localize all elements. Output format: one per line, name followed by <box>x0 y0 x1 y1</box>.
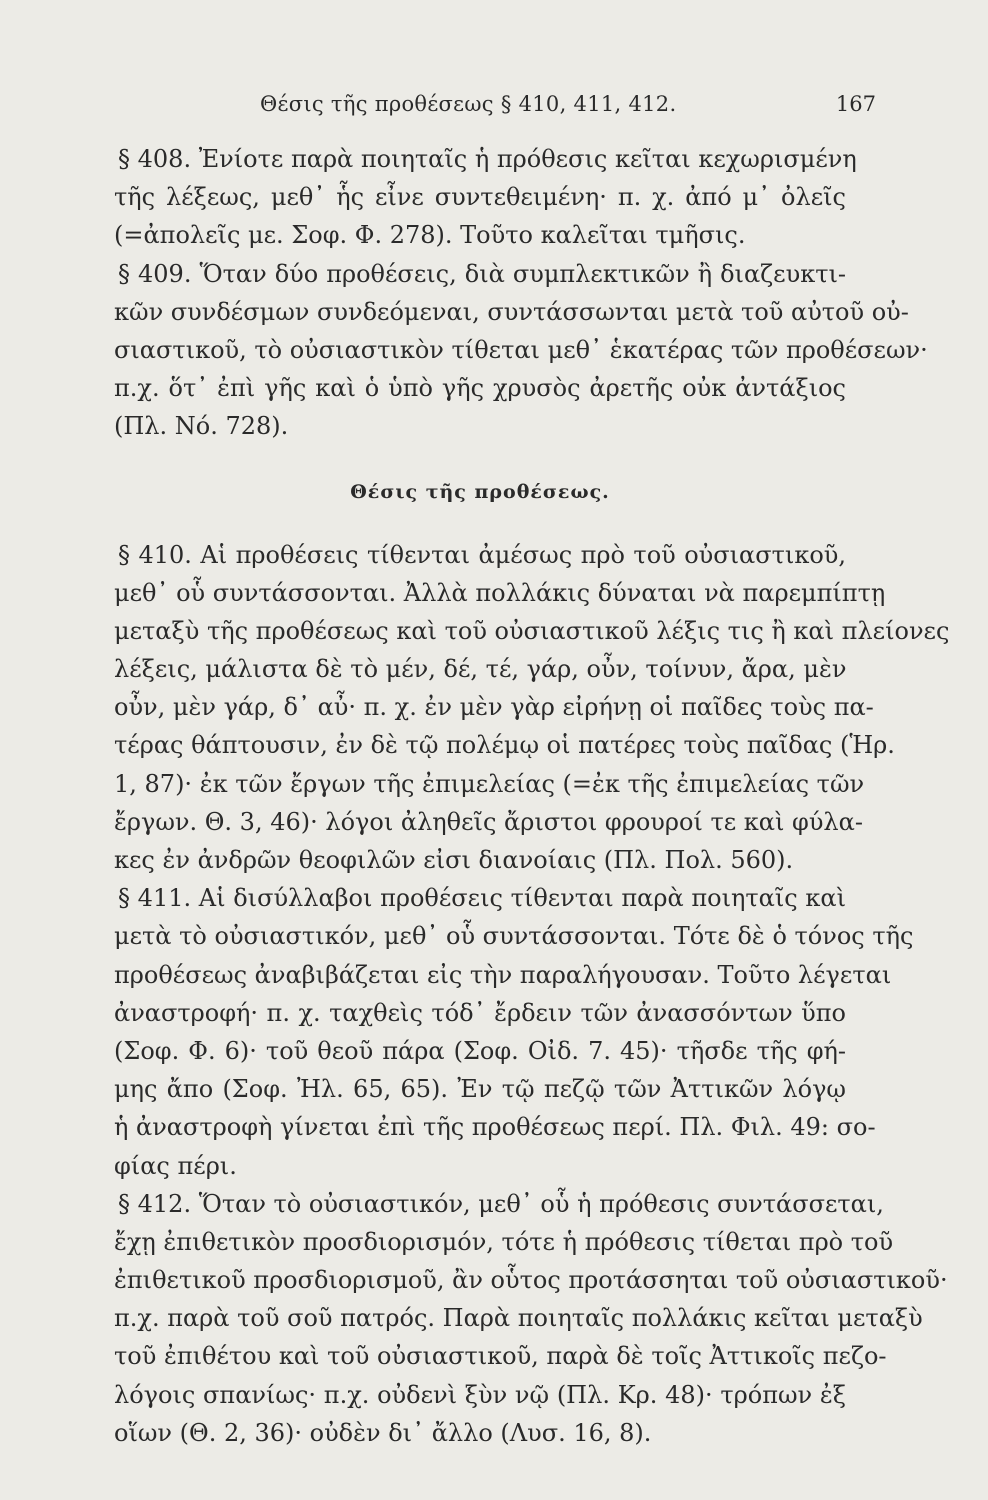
section-410-line: τέρας θάπτουσιν, ἐν δὲ τῷ πολέμῳ οἱ πατέρες τοὺς παῖδας (Ἡρ. <box>114 731 895 760</box>
section-411-line: ἀναστροφή· π. χ. ταχθεὶς τόδ᾽ ἔρδειν τῶν ἀνασσόντων ὕπο <box>114 998 846 1027</box>
section-409-line: (Πλ. Νό. 728). <box>114 412 289 441</box>
section-412-line: § 412. Ὅταν τὸ οὐσιαστικόν, μεθ᾽ οὗ ἡ πρόθεσις συντάσσεται, <box>118 1189 884 1218</box>
body-text <box>114 140 950 1452</box>
section-412-line: π.χ. παρὰ τοῦ σοῦ πατρός. Παρὰ ποιηταῖς πολλάκις κεῖται μεταξὺ <box>114 1304 923 1333</box>
section-410-line: μεταξὺ τῆς προθέσεως καὶ τοῦ οὐσιαστικοῦ λέξις τις ἢ καὶ πλείονες <box>114 616 950 645</box>
section-411-line: (Σοφ. Φ. 6)· τοῦ θεοῦ πάρα (Σοφ. Οἰδ. 7. 45)· τῆσδε τῆς φή- <box>114 1036 846 1065</box>
section-410-line: 1, 87)· ἐκ τῶν ἔργων τῆς ἐπιμελείας (=ἐκ τῆς ἐπιμελείας τῶν <box>114 769 865 798</box>
section-408-line: § 408. Ἐνίοτε παρὰ ποιηταῖς ἡ πρόθεσις κεῖται κεχωρισμένη <box>118 145 857 173</box>
section-412-line: τοῦ ἐπιθέτου καὶ τοῦ οὐσιαστικοῦ, παρὰ δὲ τοῖς Ἀττικοῖς πεζο- <box>114 1342 887 1371</box>
section-410-line: ἔργων. Θ. 3, 46)· λόγοι ἀληθεῖς ἄριστοι φρουροί τε καὶ φύλα- <box>114 807 863 836</box>
section-410-line: § 410. Αἱ προθέσεις τίθενται ἀμέσως πρὸ τοῦ οὐσιαστικοῦ, <box>118 540 846 569</box>
spacer <box>114 518 846 536</box>
section-409 <box>114 255 928 446</box>
section-410-line: λέξεις, μάλιστα δὲ τὸ μέν, δέ, τέ, γάρ, οὖν, τοίνυν, ἄρα, μὲν <box>114 655 847 684</box>
section-412 <box>114 1185 948 1452</box>
section-410-line: οὖν, μὲν γάρ, δ᾽ αὖ· π. χ. ἐν μὲν γὰρ εἰρήνῃ οἱ παῖδες τοὺς πα- <box>114 693 874 722</box>
section-411 <box>114 879 914 1185</box>
section-408 <box>114 140 857 255</box>
section-411-line: ἡ ἀναστροφὴ γίνεται ἐπὶ τῆς προθέσεως περί. Πλ. Φιλ. 49: σο- <box>114 1113 876 1142</box>
section-410-line: κες ἐν ἀνδρῶν θεοφιλῶν εἰσι διανοίαις (Πλ. Πολ. 560). <box>114 846 794 874</box>
section-410 <box>114 536 950 880</box>
section-412-line: ἔχῃ ἐπιθετικὸν προσδιορισμόν, τότε ἡ πρόθεσις τίθεται πρὸ τοῦ <box>114 1227 894 1256</box>
section-412-line: ἐπιθετικοῦ προσδιορισμοῦ, ἂν οὗτος προτάσσηται τοῦ οὐσιαστικοῦ· <box>114 1266 948 1295</box>
section-411-line: § 411. Αἱ δισύλλαβοι προθέσεις τίθενται παρὰ ποιηταῖς καὶ <box>118 884 846 913</box>
section-410-line: μεθ᾽ οὗ συντάσσονται. Ἀλλὰ πολλάκις δύναται νὰ παρεμπίπτῃ <box>114 578 886 607</box>
section-411-line: μης ἄπο (Σοφ. Ἠλ. 65, 65). Ἐν τῷ πεζῷ τῶν Ἀττικῶν λόγῳ <box>114 1075 846 1104</box>
page-number: 167 <box>835 92 876 116</box>
section-409-line: σιαστικοῦ, τὸ οὐσιαστικὸν τίθεται μεθ᾽ ἑκατέρας τῶν προθέσεων· <box>114 335 928 364</box>
spacer <box>114 446 846 464</box>
section-411-line: μετὰ τὸ οὐσιαστικόν, μεθ᾽ οὗ συντάσσονται. Τότε δὲ ὁ τόνος τῆς <box>114 922 914 951</box>
section-411-line: προθέσεως ἀναβιβάζεται εἰς τὴν παραλήγουσαν. Τοῦτο λέγεται <box>114 960 892 989</box>
section-412-line: λόγοις σπανίως· π.χ. οὐδενὶ ξὺν νῷ (Πλ. Κρ. 48)· τρόπων ἐξ <box>114 1380 846 1409</box>
section-408-line: (=ἀπολεῖς με. Σοφ. Φ. 278). Τοῦτο καλεῖται τμῆσις. <box>114 221 746 250</box>
section-408-line: τῆς λέξεως, μεθ᾽ ἧς εἶνε συντεθειμένη· π. χ. ἀπό μ᾽ ὀλεῖς <box>114 183 846 212</box>
section-412-line: οἵων (Θ. 2, 36)· οὐδὲν δι᾽ ἄλλο (Λυσ. 16, 8). <box>114 1418 652 1447</box>
section-411-line: φίας πέρι. <box>114 1151 237 1180</box>
section-409-line: § 409. Ὅταν δύο προθέσεις, διὰ συμπλεκτικῶν ἢ διαζευκτι- <box>118 259 846 288</box>
section-409-line: κῶν συνδέσμων συνδεόμεναι, συντάσσωνται μετὰ τοῦ αὐτοῦ οὐ- <box>114 297 909 326</box>
running-title: Θέσις τῆς προθέσεως § 410, 411, 412. <box>260 92 677 116</box>
section-409-line: π.χ. ὅτ᾽ ἐπὶ γῆς καὶ ὁ ὑπὸ γῆς χρυσὸς ἀρετῆς οὐκ ἀντάξιος <box>114 374 846 403</box>
running-head <box>0 92 988 122</box>
section-heading: Θέσις τῆς προθέσεως. <box>350 480 610 503</box>
